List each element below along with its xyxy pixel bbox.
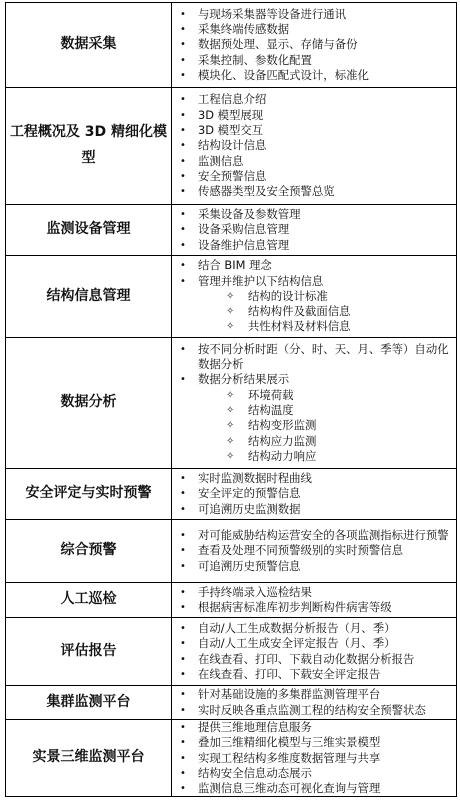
feature-item bbox=[172, 585, 456, 600]
bullet-icon: • bbox=[180, 69, 186, 81]
feature-item bbox=[172, 486, 456, 501]
module-name-cell: 数据分析 bbox=[6, 338, 172, 469]
feature-cell bbox=[172, 520, 457, 583]
feature-text: 模块化、设备匹配式设计，标准化 bbox=[198, 67, 369, 82]
sub-feature-text: 环境荷载 bbox=[248, 387, 294, 402]
bullet-icon: • bbox=[180, 638, 186, 650]
bullet-icon: • bbox=[180, 186, 186, 198]
feature-list bbox=[172, 207, 456, 253]
diamond-bullet-icon: ✧ bbox=[226, 290, 235, 302]
feature-list bbox=[172, 687, 456, 718]
bullet-icon: • bbox=[180, 488, 186, 500]
feature-cell bbox=[172, 686, 457, 720]
module-name-cell: 集群监测平台 bbox=[6, 686, 172, 720]
feature-item bbox=[172, 543, 456, 558]
feature-cell bbox=[172, 3, 457, 88]
feature-item bbox=[172, 342, 456, 373]
feature-item bbox=[172, 7, 456, 22]
diamond-bullet-icon: ✧ bbox=[226, 321, 235, 333]
table-row bbox=[6, 686, 457, 720]
feature-item bbox=[172, 600, 456, 615]
feature-cell bbox=[172, 720, 457, 797]
bullet-icon: • bbox=[180, 140, 186, 152]
table-row bbox=[6, 583, 457, 618]
feature-item bbox=[172, 559, 456, 574]
table-row bbox=[6, 618, 457, 686]
feature-list bbox=[172, 342, 456, 464]
feature-item bbox=[172, 207, 456, 222]
sub-feature-text: 结构动力响应 bbox=[248, 448, 317, 463]
table-row bbox=[6, 205, 457, 256]
module-name-cell: 综合预警 bbox=[6, 520, 172, 583]
feature-text: 针对基础设施的多集群监测管理平台 bbox=[198, 687, 381, 702]
feature-text: 可追溯历史监测数据 bbox=[198, 501, 301, 516]
feature-item bbox=[172, 751, 456, 766]
feature-list bbox=[172, 585, 456, 616]
feature-list bbox=[172, 528, 456, 574]
feature-text: 数据分析结果展示 bbox=[198, 372, 290, 387]
feature-item bbox=[172, 528, 456, 543]
feature-text: 采集设备及参数管理 bbox=[198, 207, 301, 222]
diamond-bullet-icon: ✧ bbox=[226, 420, 235, 432]
feature-list bbox=[172, 720, 456, 796]
feature-text: 实现工程结构多维度数据管理与共享 bbox=[198, 750, 381, 765]
feature-text: 与现场采集器等设备进行通讯 bbox=[198, 6, 347, 21]
module-name-cell: 工程概况及 3D 精细化模型 bbox=[6, 88, 172, 205]
bullet-icon: • bbox=[180, 260, 186, 272]
feature-item bbox=[172, 169, 456, 184]
bullet-icon: • bbox=[180, 622, 186, 634]
feature-text: 在线查看、打印、下载自动化数据分析报告 bbox=[198, 651, 415, 666]
sub-feature-text: 结构的设计标准 bbox=[248, 288, 328, 303]
bullet-icon: • bbox=[180, 586, 186, 598]
feature-text: 自动/人工生成数据分析报告（月、季） bbox=[198, 620, 396, 635]
bullet-icon: • bbox=[180, 530, 186, 542]
bullet-icon: • bbox=[180, 503, 186, 515]
feature-text: 安全评定的预警信息 bbox=[198, 486, 301, 501]
feature-item bbox=[172, 154, 456, 169]
table-row bbox=[6, 88, 457, 205]
feature-item bbox=[172, 502, 456, 517]
feature-list bbox=[172, 92, 456, 199]
diamond-bullet-icon: ✧ bbox=[226, 389, 235, 401]
feature-item bbox=[172, 667, 456, 682]
sub-feature-list bbox=[198, 289, 456, 335]
feature-text: 手持终端录入巡检结果 bbox=[198, 584, 312, 599]
bullet-icon: • bbox=[180, 653, 186, 665]
bullet-icon: • bbox=[180, 752, 186, 764]
feature-text: 根据病害标准库初步判断构件病害等级 bbox=[198, 600, 392, 614]
feature-item bbox=[172, 735, 456, 750]
feature-text: 结构设计信息 bbox=[198, 138, 267, 153]
feature-item bbox=[172, 37, 456, 52]
feature-text: 按不同分析时距（分、时、天、月、季等）自动化数据分析 bbox=[198, 341, 449, 372]
feature-text: 结构安全信息动态展示 bbox=[198, 765, 312, 780]
sub-feature-text: 结构温度 bbox=[248, 403, 294, 417]
feature-item bbox=[172, 108, 456, 123]
function-spec-table bbox=[5, 2, 457, 797]
bullet-icon: • bbox=[180, 125, 186, 137]
table-row bbox=[6, 3, 457, 88]
bullet-icon: • bbox=[180, 8, 186, 20]
sub-feature-text: 结构变形监测 bbox=[248, 418, 317, 433]
feature-text: 自动/人工生成安全评定报告（月、季） bbox=[198, 636, 396, 651]
feature-text: 数据预处理、显示、存储与备份 bbox=[198, 37, 358, 52]
feature-item bbox=[172, 703, 456, 718]
feature-item bbox=[172, 123, 456, 138]
diamond-bullet-icon: ✧ bbox=[226, 450, 235, 462]
feature-cell bbox=[172, 338, 457, 469]
bullet-icon: • bbox=[180, 783, 186, 795]
bullet-icon: • bbox=[180, 767, 186, 779]
feature-text: 采集终端传感数据 bbox=[198, 22, 290, 37]
bullet-icon: • bbox=[180, 275, 186, 287]
bullet-icon: • bbox=[180, 94, 186, 106]
module-name-cell: 安全评定与实时预警 bbox=[6, 469, 172, 520]
module-name-cell: 人工巡检 bbox=[6, 583, 172, 618]
module-name-cell: 监测设备管理 bbox=[6, 205, 172, 256]
bullet-icon: • bbox=[180, 545, 186, 557]
feature-item bbox=[172, 372, 456, 464]
bullet-icon: • bbox=[180, 602, 186, 613]
bullet-icon: • bbox=[180, 704, 186, 716]
feature-cell bbox=[172, 88, 457, 205]
module-name-cell: 数据采集 bbox=[6, 3, 172, 88]
feature-item bbox=[172, 22, 456, 37]
feature-item bbox=[172, 222, 456, 237]
feature-text: 3D 模型交互 bbox=[198, 123, 264, 138]
feature-item bbox=[172, 687, 456, 702]
bullet-icon: • bbox=[180, 689, 186, 701]
bullet-icon: • bbox=[180, 155, 186, 167]
bullet-icon: • bbox=[180, 343, 186, 355]
module-name-cell: 评估报告 bbox=[6, 618, 172, 686]
feature-text: 监测信息 bbox=[198, 153, 244, 168]
bullet-icon: • bbox=[180, 24, 186, 36]
feature-text: 安全预警信息 bbox=[198, 168, 267, 183]
sub-feature-item bbox=[198, 434, 456, 449]
bullet-icon: • bbox=[180, 170, 186, 182]
bullet-icon: • bbox=[180, 239, 186, 251]
sub-feature-text: 共性材料及材料信息 bbox=[248, 319, 351, 334]
bullet-icon: • bbox=[180, 668, 186, 680]
feature-text: 3D 模型展现 bbox=[198, 107, 264, 122]
bullet-icon: • bbox=[180, 473, 186, 485]
feature-item bbox=[172, 53, 456, 68]
table-row bbox=[6, 720, 457, 797]
feature-text: 在线查看、打印、下载安全评定报告 bbox=[198, 666, 381, 681]
feature-item bbox=[172, 274, 456, 335]
feature-text: 结合 BIM 理念 bbox=[198, 258, 272, 273]
diamond-bullet-icon: ✧ bbox=[226, 306, 235, 318]
feature-text: 设备采购信息管理 bbox=[198, 222, 290, 237]
feature-text: 实时反映各重点监测工程的结构安全预警状态 bbox=[198, 702, 426, 717]
feature-text: 设备维护信息管理 bbox=[198, 237, 290, 252]
diamond-bullet-icon: ✧ bbox=[226, 435, 235, 447]
bullet-icon: • bbox=[180, 722, 186, 733]
function-spec-body bbox=[6, 3, 457, 797]
feature-text: 提供三维地理信息服务 bbox=[198, 720, 312, 734]
feature-text: 工程信息介绍 bbox=[198, 92, 267, 107]
feature-item bbox=[172, 138, 456, 153]
bullet-icon: • bbox=[180, 39, 186, 51]
bullet-icon: • bbox=[180, 109, 186, 121]
feature-item bbox=[172, 92, 456, 107]
feature-item bbox=[172, 781, 456, 796]
feature-text: 实时监测数据时程曲线 bbox=[198, 471, 312, 486]
feature-cell bbox=[172, 256, 457, 338]
feature-item bbox=[172, 68, 456, 83]
sub-feature-item bbox=[198, 319, 456, 334]
sub-feature-item bbox=[198, 304, 456, 319]
diamond-bullet-icon: ✧ bbox=[226, 405, 235, 416]
bullet-icon: • bbox=[180, 737, 186, 749]
bullet-icon: • bbox=[180, 374, 186, 386]
feature-cell bbox=[172, 583, 457, 618]
sub-feature-list bbox=[198, 388, 456, 464]
table-row bbox=[6, 338, 457, 469]
sub-feature-item bbox=[198, 403, 456, 418]
module-name-cell: 实景三维监测平台 bbox=[6, 720, 172, 797]
feature-cell bbox=[172, 469, 457, 520]
table-row bbox=[6, 469, 457, 520]
feature-text: 叠加三维精细化模型与三维实景模型 bbox=[198, 735, 381, 750]
sub-feature-item bbox=[198, 289, 456, 304]
feature-item bbox=[172, 636, 456, 651]
feature-text: 可追溯历史预警信息 bbox=[198, 558, 301, 573]
feature-cell bbox=[172, 618, 457, 686]
feature-list bbox=[172, 621, 456, 682]
feature-text: 监测信息三维动态可视化查询与管理 bbox=[198, 781, 381, 796]
table-row bbox=[6, 256, 457, 338]
feature-list bbox=[172, 7, 456, 83]
feature-item bbox=[172, 652, 456, 667]
bullet-icon: • bbox=[180, 224, 186, 236]
sub-feature-item bbox=[198, 388, 456, 403]
sub-feature-item bbox=[198, 449, 456, 464]
feature-item bbox=[172, 471, 456, 486]
feature-cell bbox=[172, 205, 457, 256]
feature-item bbox=[172, 184, 456, 199]
table-row bbox=[6, 520, 457, 583]
sub-feature-item bbox=[198, 418, 456, 433]
module-name-cell: 结构信息管理 bbox=[6, 256, 172, 338]
feature-text: 传感器类型及安全预警总览 bbox=[198, 184, 335, 199]
feature-item bbox=[172, 720, 456, 735]
feature-list bbox=[172, 471, 456, 517]
feature-item bbox=[172, 766, 456, 781]
feature-text: 管理并维护以下结构信息 bbox=[198, 273, 324, 288]
feature-list bbox=[172, 258, 456, 334]
feature-text: 采集控制、参数化配置 bbox=[198, 52, 312, 67]
feature-item bbox=[172, 621, 456, 636]
bullet-icon: • bbox=[180, 560, 186, 572]
bullet-icon: • bbox=[180, 54, 186, 66]
sub-feature-text: 结构构件及截面信息 bbox=[248, 304, 351, 319]
bullet-icon: • bbox=[180, 209, 186, 221]
feature-item bbox=[172, 258, 456, 273]
sub-feature-text: 结构应力监测 bbox=[248, 433, 317, 448]
feature-item bbox=[172, 238, 456, 253]
feature-text: 查看及处理不同预警级别的实时预警信息 bbox=[198, 543, 404, 558]
feature-text: 对可能威胁结构运营安全的各项监测指标进行预警 bbox=[198, 528, 449, 543]
